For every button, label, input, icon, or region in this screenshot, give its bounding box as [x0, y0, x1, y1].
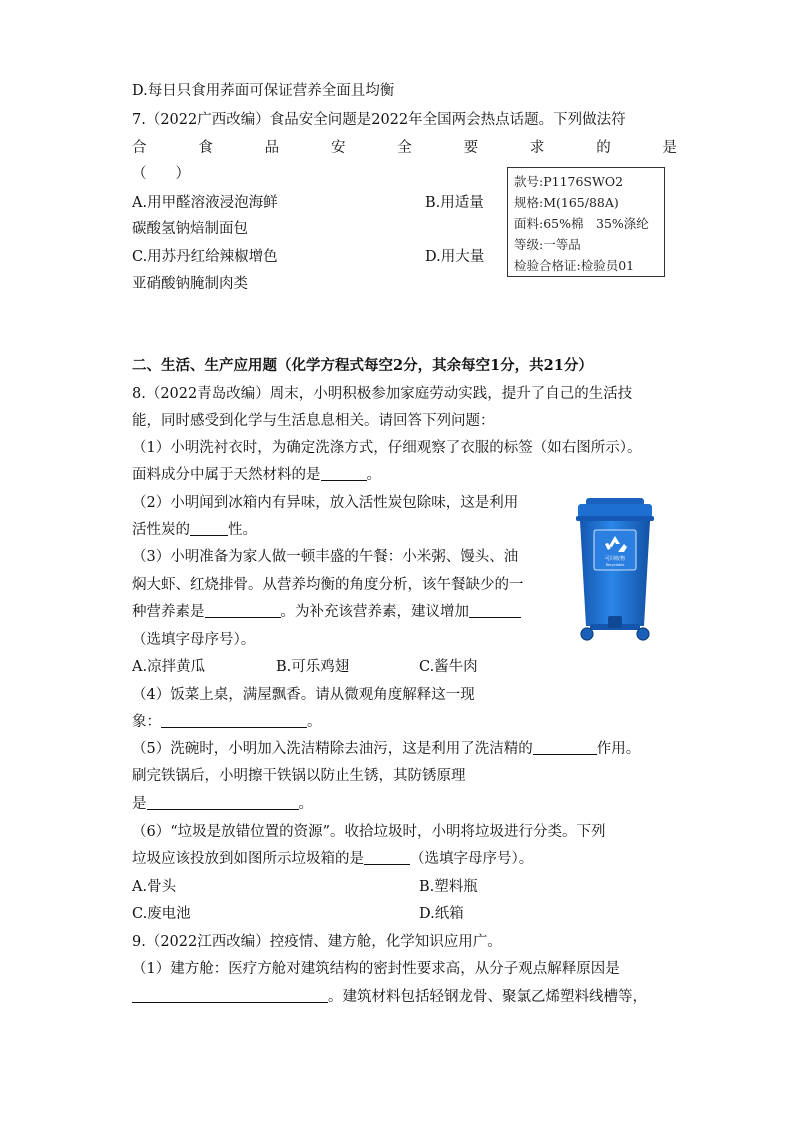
q8-part3-text: 种营养素是	[132, 604, 205, 620]
q8-part2-text: 活性炭的	[132, 522, 190, 538]
q7-char: 要	[463, 140, 479, 156]
q8-part2-end: 性。	[228, 522, 257, 538]
q8-part1: （1）小明洗衬衣时，为确定洗涤方式，仔细观察了衣服的标签（如右图所示）。	[132, 440, 642, 456]
q8-part5-end: 作用。	[596, 741, 641, 757]
bin-sign-text-en: Recyclable	[605, 563, 625, 567]
label-fabric: 面料:65%棉 35%涤纶	[514, 216, 649, 231]
bin-sign-text: 可回收物	[604, 556, 626, 562]
answer-blank[interactable]	[190, 520, 228, 536]
clothing-label	[507, 167, 665, 277]
q8-part3-text2: 。为补充该营养素，建议增加	[280, 604, 469, 620]
q8-part6-option-c: C.废电池	[132, 906, 191, 922]
q7-char: 是	[662, 140, 677, 156]
q8-part3-option-a: A.凉拌黄瓜	[132, 659, 206, 675]
q8-part4-text: 象：	[132, 714, 161, 730]
bin-lid	[578, 504, 652, 518]
q8-part5-text3: 是	[132, 796, 147, 812]
section-2-heading: 二、生活、生产应用题（化学方程式每空2分，其余每空1分，共21分）	[132, 357, 593, 374]
q8-part5-blank-line	[132, 738, 640, 760]
q8-part6-blank-line	[132, 848, 533, 870]
q7-char: 全	[397, 140, 412, 156]
bin-wheel-left	[581, 628, 593, 640]
q7-char: 的	[596, 140, 611, 156]
bin-lid-rim	[576, 516, 654, 521]
answer-blank[interactable]	[132, 987, 328, 1003]
label-size: 规格:M(165/88A)	[514, 195, 619, 210]
recycling-bin-image	[572, 492, 658, 644]
q8-part3-hint: （选填字母序号）。	[132, 632, 256, 648]
q9-part1: （1）建方舱：医疗方舱对建筑结构的密封性要求高，从分子观点解释原因是	[132, 961, 620, 977]
q8-part5-blank-line2	[132, 793, 313, 815]
q7-option-b: B.用适量	[425, 195, 484, 211]
q8-part4-blank-line	[132, 711, 322, 733]
answer-blank[interactable]	[533, 739, 597, 755]
q9-stem: 9.（2022江西改编）控疫情、建方舱，化学知识应用广。	[132, 934, 502, 950]
q7-char: 求	[529, 140, 545, 156]
q8-part6-text: 垃圾应该投放到如图所示垃圾箱的是	[132, 851, 364, 867]
answer-blank[interactable]	[147, 794, 299, 810]
q7-char: 食	[198, 140, 213, 156]
q7-option-c: C.用苏丹红给辣椒增色	[132, 249, 278, 265]
answer-blank[interactable]	[205, 602, 281, 618]
label-style-no: 款号:P1176SWO2	[514, 174, 624, 189]
q7-char: 安	[330, 140, 346, 156]
q8-part1-blank-line	[132, 464, 381, 486]
q8-part3-line2: 焖大虾、红烧排骨。从营养均衡的角度分析，该午餐缺少的一	[132, 577, 524, 593]
bin-wheel-right	[637, 628, 649, 640]
q7-char: 合	[132, 140, 147, 156]
q8-part6-hint: （选填字母序号）。	[410, 851, 534, 867]
q8-part5-line2: 刷完铁锅后，小明擦干铁锅以防止生锈，其防锈原理	[132, 768, 466, 784]
q8-part1-end: 。	[366, 467, 381, 483]
q7-option-d: D.用大量	[425, 249, 485, 265]
option-d-q6: D.每日只食用荞面可保证营养全面且均衡	[132, 83, 395, 99]
q7-stem-line1: 7.（2022广西改编）食品安全问题是2022年全国两会热点话题。下列做法符	[132, 112, 626, 128]
q9-part1-text: 。建筑材料包括轻钢龙骨、聚氯乙烯塑料线槽等，	[328, 989, 647, 1005]
q7-answer-paren: （ ）	[132, 166, 190, 182]
q8-part2-blank-line	[132, 519, 257, 541]
q8-part3-option-c: C.酱牛肉	[419, 659, 478, 675]
q8-stem-line2: 能，同时感受到化学与生活息息相关。请回答下列问题：	[132, 413, 495, 429]
q8-part3-blank-line	[132, 601, 521, 623]
label-grade: 等级:一等品	[514, 237, 581, 252]
answer-blank[interactable]	[364, 849, 410, 865]
q8-part6: （6）“垃圾是放错位置的资源”。收拾垃圾时，小明将垃圾进行分类。下列	[132, 824, 606, 840]
q8-part6-option-d: D.纸箱	[419, 906, 464, 922]
q7-option-a: A.用甲醛溶液浸泡海鲜	[132, 195, 278, 211]
q8-part5-text: （5）洗碗时，小明加入洗洁精除去油污，这是利用了洗洁精的	[132, 741, 533, 757]
q9-part1-blank-line	[132, 986, 647, 1008]
q8-part3-option-b: B.可乐鸡翅	[276, 659, 350, 675]
q8-part5-end2: 。	[298, 796, 313, 812]
bin-pedal	[608, 616, 622, 628]
q7-stem-line2	[132, 137, 677, 159]
q8-part4: （4）饭菜上桌，满屋飘香。请从微观角度解释这一现	[132, 687, 475, 703]
answer-blank[interactable]	[321, 465, 367, 481]
q8-stem-line1: 8.（2022青岛改编）周末，小明积极参加家庭劳动实践，提升了自己的生活技	[132, 386, 633, 402]
q8-part3-line1: （3）小明准备为家人做一顿丰盛的午餐：小米粥、馒头、油	[132, 549, 519, 565]
q8-part2: （2）小明闻到冰箱内有异味，放入活性炭包除味，这是利用	[132, 495, 519, 511]
label-inspection: 检验合格证:检验员01	[514, 258, 635, 273]
answer-blank[interactable]	[469, 602, 521, 618]
q7-char: 品	[264, 140, 280, 156]
q8-part1-text: 面料成分中属于天然材料的是	[132, 467, 321, 483]
q8-part6-option-b: B.塑料瓶	[419, 879, 478, 895]
q7-option-b-cont: 碳酸氢钠焙制面包	[132, 221, 248, 237]
answer-blank[interactable]	[161, 712, 307, 728]
q8-part4-end: 。	[307, 714, 322, 730]
q7-option-d-cont: 亚硝酸钠腌制肉类	[132, 276, 248, 292]
q8-part6-option-a: A.骨头	[132, 879, 177, 895]
